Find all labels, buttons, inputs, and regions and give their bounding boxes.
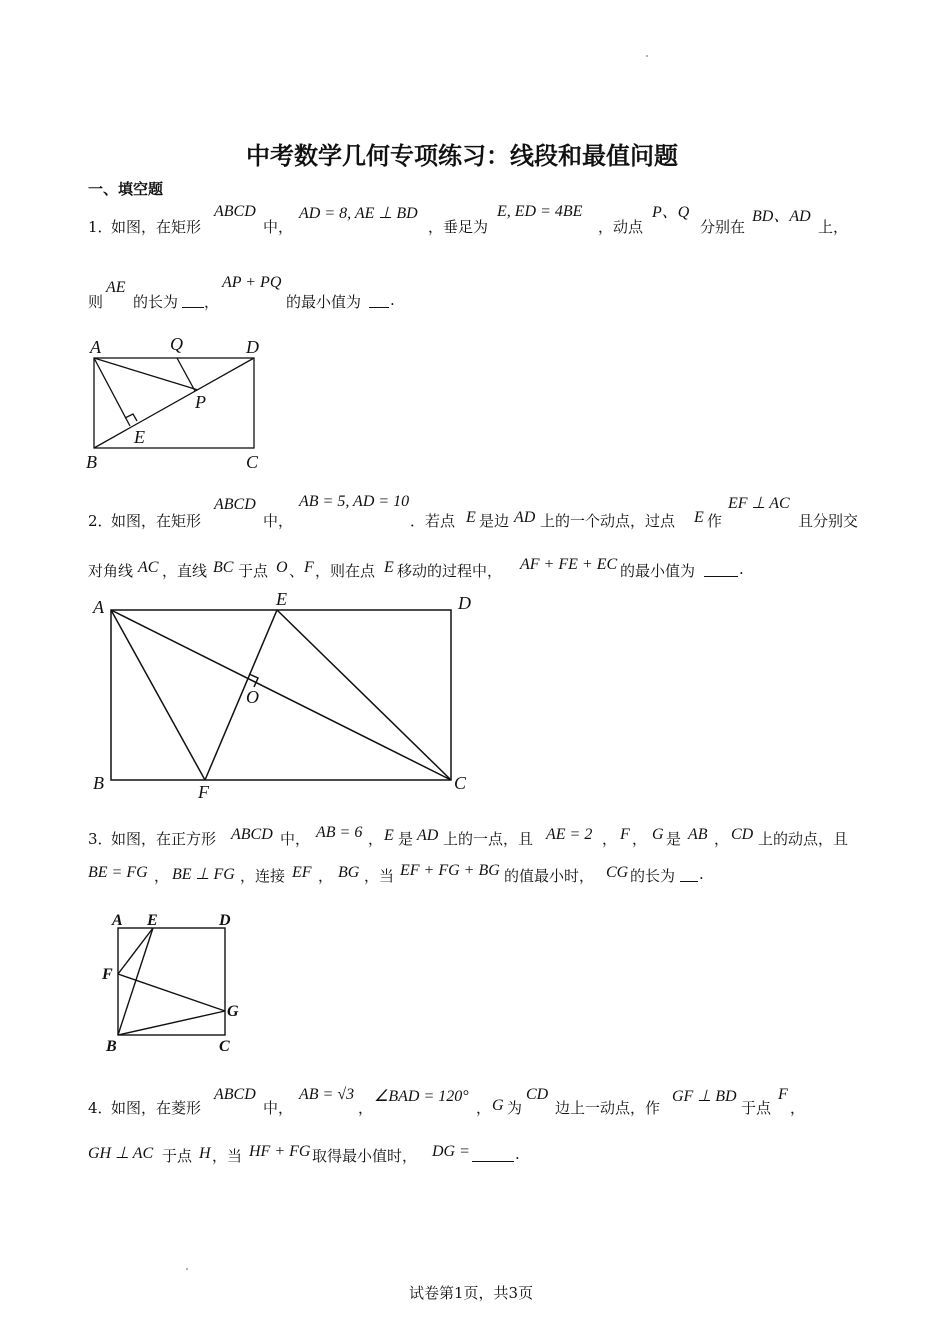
math: AE: [106, 279, 126, 296]
text: 中，: [263, 512, 294, 530]
math: EF: [292, 864, 312, 881]
math: EF ⊥ AC: [728, 495, 790, 512]
math: BE = FG: [88, 864, 148, 881]
answer-blank: [369, 293, 389, 308]
answer-blank: [472, 1147, 514, 1162]
math: F: [620, 826, 630, 843]
text: ，: [632, 830, 648, 848]
text: 是: [666, 830, 682, 848]
math: ∠BAD = 120°: [374, 1088, 469, 1105]
text: ，直线: [162, 562, 208, 580]
diagonal-ac: [111, 610, 451, 780]
text: ．若点: [410, 512, 456, 530]
math: E, ED = 4BE: [497, 203, 583, 220]
label-q: Q: [170, 334, 183, 354]
square-abcd: [118, 928, 225, 1035]
question-number: 3．: [88, 830, 113, 848]
text: ，当: [364, 867, 395, 885]
math: GF ⊥ BD: [672, 1088, 737, 1105]
math: G: [492, 1097, 504, 1114]
text: 上的一个动点，过点: [540, 512, 676, 530]
math: EF + FG + BG: [400, 862, 500, 879]
segment-bg: [118, 1011, 225, 1035]
segment-af: [111, 610, 205, 780]
text: 为: [507, 1099, 523, 1117]
math: AC: [138, 559, 159, 576]
math: AB = √3: [299, 1086, 355, 1103]
text: 如图，在矩形: [111, 512, 202, 530]
text: 中，: [280, 830, 311, 848]
text: ，当: [212, 1147, 243, 1165]
math: AB: [688, 826, 708, 843]
text: 的最小值为: [286, 293, 362, 311]
text: 且分别交: [798, 512, 859, 530]
text: ，: [318, 867, 334, 885]
text: 则: [88, 293, 104, 311]
math: BC: [213, 559, 234, 576]
math: DG =: [432, 1143, 470, 1160]
label-b: B: [86, 452, 97, 472]
math: E: [466, 509, 476, 526]
question-number: 2．: [88, 512, 113, 530]
text: ，: [204, 293, 220, 311]
label-d: D: [458, 593, 471, 613]
text: .: [390, 291, 395, 309]
label-g: G: [227, 1003, 239, 1020]
label-a: A: [93, 597, 104, 617]
text: 上的动点，且: [758, 830, 849, 848]
text: 分别在: [700, 218, 746, 236]
question-number: 1．: [88, 218, 113, 236]
label-d: D: [246, 337, 259, 357]
text: 于点: [741, 1099, 772, 1117]
math: AD = 8, AE ⊥ BD: [299, 205, 418, 222]
text: .: [699, 865, 704, 883]
math: BE ⊥ FG: [172, 866, 235, 883]
math: ABCD: [214, 1086, 256, 1103]
text: 上，: [818, 218, 849, 236]
math: AB = 6: [316, 824, 363, 841]
text: 于点: [162, 1147, 193, 1165]
label-e: E: [134, 427, 145, 447]
text: 中，: [263, 1099, 294, 1117]
math: P、Q: [652, 204, 690, 221]
figure-1-rectangle: [80, 330, 280, 475]
math: H: [199, 1145, 211, 1162]
label-b: B: [93, 773, 104, 793]
label-p: P: [195, 392, 206, 412]
math: HF + FG: [249, 1143, 311, 1160]
label-o: O: [246, 687, 259, 707]
label-a: A: [112, 912, 123, 929]
figure-2-rectangle: [88, 585, 488, 805]
text: .: [515, 1145, 520, 1163]
text: ，连接: [240, 867, 286, 885]
page-footer: 试卷第1页，共3页: [409, 1284, 534, 1302]
text: 如图，在菱形: [111, 1099, 202, 1117]
math: E: [694, 509, 704, 526]
answer-blank: [680, 867, 698, 882]
segment-ap: [94, 358, 198, 390]
label-b: B: [106, 1038, 117, 1055]
math: ABCD: [214, 203, 256, 220]
math: E: [384, 559, 394, 576]
math: BD、AD: [752, 208, 811, 225]
text: ，: [358, 1099, 374, 1117]
label-a: A: [90, 337, 101, 357]
figure-3-square: [98, 905, 248, 1055]
text: ，: [154, 867, 170, 885]
text: ，: [602, 830, 618, 848]
math: E: [384, 827, 394, 844]
text: .: [739, 560, 744, 578]
math: CD: [526, 1086, 549, 1103]
segment-be: [118, 928, 153, 1035]
math: AB = 5, AD = 10: [299, 493, 410, 510]
text: 是边: [479, 512, 510, 530]
math: F: [304, 559, 314, 576]
math: CG: [606, 864, 629, 881]
math: AF + FE + EC: [520, 556, 618, 573]
text: 的值最小时，: [504, 867, 595, 885]
segment-fe: [205, 610, 277, 780]
text: 边上一动点，作: [555, 1099, 661, 1117]
text: ，: [790, 1099, 806, 1117]
speck: [186, 1268, 188, 1270]
label-c: C: [219, 1038, 230, 1055]
text: 的最小值为: [620, 562, 696, 580]
answer-blank: [704, 562, 738, 577]
answer-blank: [182, 293, 204, 308]
math: G: [652, 826, 664, 843]
text: 作: [707, 512, 723, 530]
math: BG: [338, 864, 360, 881]
math: ABCD: [214, 496, 256, 513]
text: ，: [714, 830, 730, 848]
text: ，: [476, 1099, 492, 1117]
label-c: C: [454, 773, 467, 793]
page-title: 中考数学几何专项练习：线段和最值问题: [246, 142, 678, 170]
label-c: C: [246, 452, 259, 472]
text: ，: [368, 830, 384, 848]
math: AP + PQ: [222, 274, 282, 291]
text: ，则在点: [315, 562, 376, 580]
math: AD: [417, 827, 439, 844]
segment-ec: [277, 610, 451, 780]
section-header: 一、填空题: [88, 180, 164, 198]
math: AE = 2: [546, 826, 593, 843]
segment-ae: [94, 358, 130, 426]
text: 中，: [263, 218, 294, 236]
math: O: [276, 559, 288, 576]
segment-ef: [118, 928, 153, 974]
label-d: D: [219, 912, 231, 929]
text: ，动点: [598, 218, 644, 236]
text: 取得最小值时，: [312, 1147, 418, 1165]
text: ，垂足为: [428, 218, 489, 236]
text: 对角线: [88, 562, 134, 580]
text: 、: [289, 562, 305, 580]
math: GH ⊥ AC: [88, 1145, 154, 1162]
label-f: F: [102, 966, 113, 983]
math: F: [778, 1086, 788, 1103]
text: 如图，在正方形: [111, 830, 217, 848]
speck: [646, 55, 648, 57]
math: ABCD: [231, 826, 273, 843]
text: 上的一点，且: [443, 830, 534, 848]
text: 是: [398, 830, 414, 848]
label-e: E: [147, 912, 158, 929]
question-number: 4．: [88, 1099, 113, 1117]
text: 移动的过程中，: [397, 562, 503, 580]
segment-fg: [118, 974, 225, 1011]
label-f: F: [198, 782, 209, 802]
math: AD: [514, 509, 536, 526]
text: 于点: [238, 562, 269, 580]
text: 的长为: [133, 293, 179, 311]
label-e: E: [276, 589, 287, 609]
math: CD: [731, 826, 754, 843]
text: 的长为: [630, 867, 676, 885]
text: 如图，在矩形: [111, 218, 202, 236]
